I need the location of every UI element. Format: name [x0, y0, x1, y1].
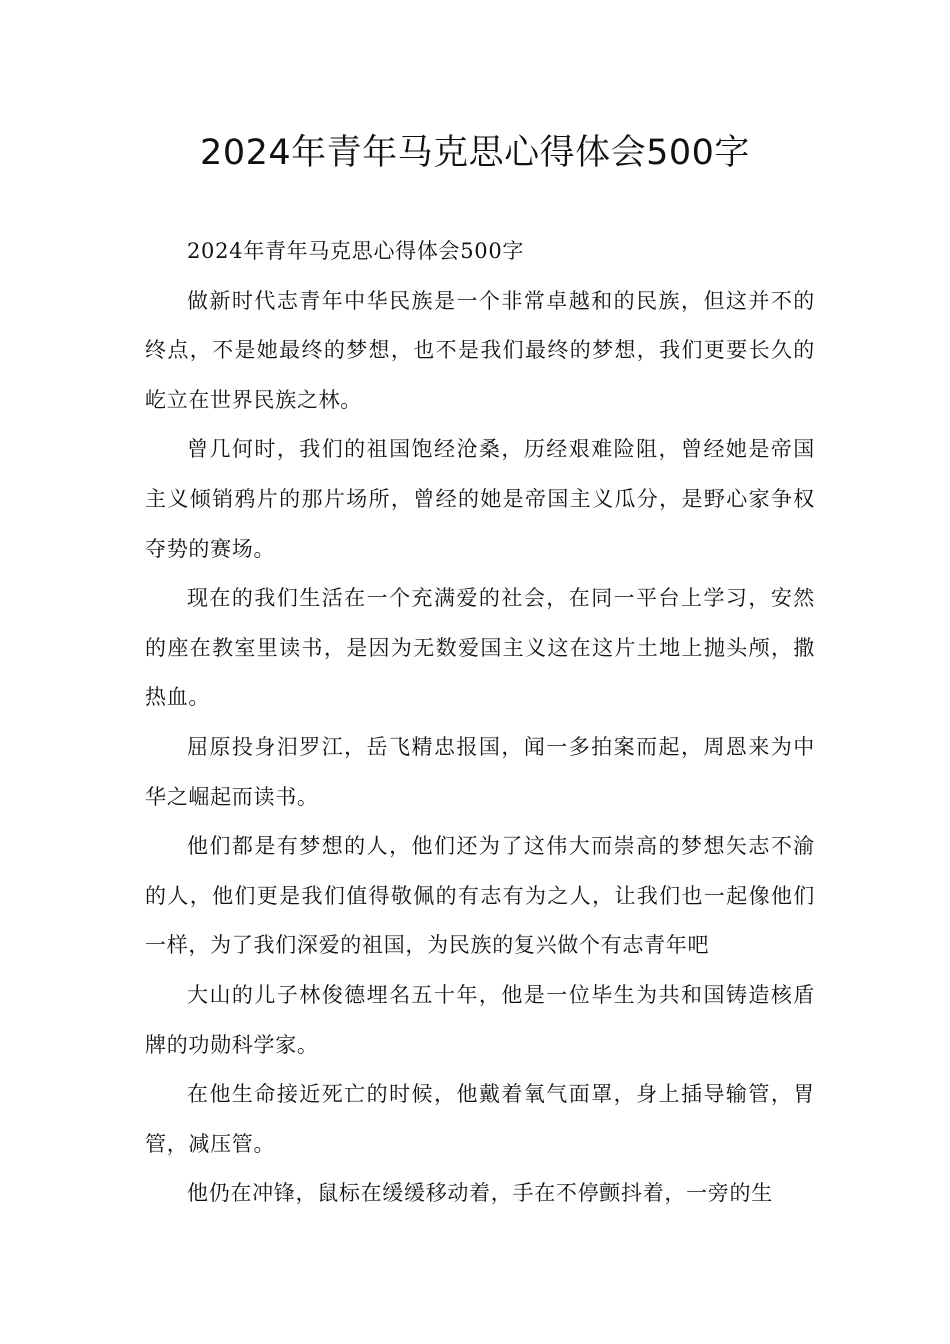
paragraph-subtitle: 2024年青年马克思心得体会500字 [187, 239, 525, 263]
document-title: 2024年青年马克思心得体会500字 [200, 133, 750, 173]
document-body [145, 227, 815, 1219]
paragraph: 屈原投身汨罗江，岳飞精忠报国，闻一多拍案而起，周恩来为中华之崛起而读书。 [145, 734, 815, 809]
paragraph: 现在的我们生活在一个充满爱的社会，在同一平台上学习，安然的座在教室里读书，是因为无数爱国主义这在这片土地上抛头颅，撒热血。 [145, 586, 815, 710]
paragraph: 大山的儿子林俊德埋名五十年，他是一位毕生为共和国铸造核盾牌的功勋科学家。 [145, 982, 815, 1057]
paragraph: 曾几何时，我们的祖国饱经沧桑，历经艰难险阻，曾经她是帝国主义倾销鸦片的那片场所，曾经的她是帝国主义瓜分，是野心家争权夺势的赛场。 [145, 437, 815, 561]
paragraph: 他们都是有梦想的人，他们还为了这伟大而崇高的梦想矢志不渝的人，他们更是我们值得敬佩的有志有为之人，让我们也一起像他们一样，为了我们深爱的祖国，为民族的复兴做个有志青年吧 [145, 834, 815, 958]
paragraph: 他仍在冲锋，鼠标在缓缓移动着，手在不停颤抖着，一旁的生 [187, 1181, 773, 1206]
paragraph: 在他生命接近死亡的时候，他戴着氧气面罩，身上插导输管，胃管，减压管。 [145, 1082, 815, 1156]
paragraph: 做新时代志青年中华民族是一个非常卓越和的民族，但这并不的终点，不是她最终的梦想，也不是我们最终的梦想，我们更要长久的屹立在世界民族之林。 [145, 288, 815, 412]
